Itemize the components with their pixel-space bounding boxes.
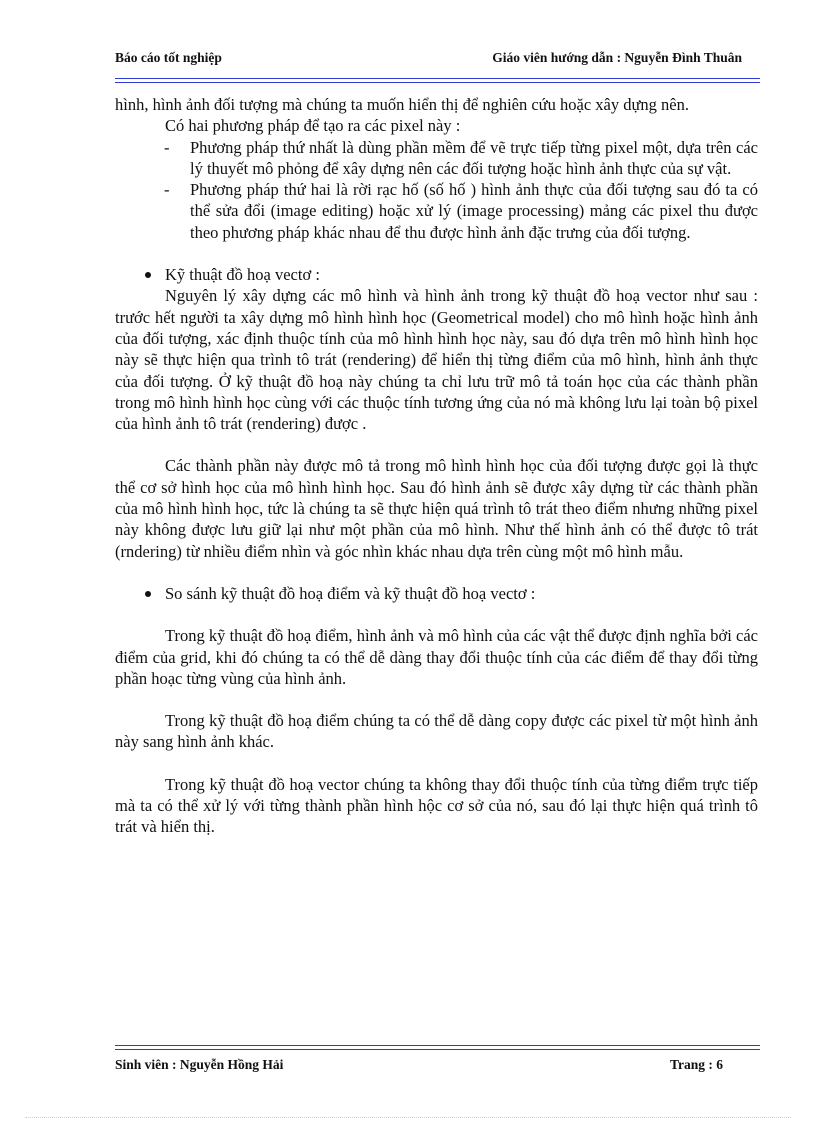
page-number: Trang : 6 bbox=[670, 1057, 723, 1072]
bullet-icon bbox=[145, 272, 151, 278]
methods-list bbox=[115, 137, 758, 243]
vector-paragraph-2: Các thành phần này được mô tả trong mô hình hình học của đối tượng được gọi là thực thể cơ sở hình học của mô hình hình học. Sau đó hình ảnh sẽ được xây dựng từ các thành phần của mô hình hình học, tức là chúng ta sẽ thực hiện quá trình tô trát theo điểm nhưng những pixel này không được lưu giữ lại như một phần của mô hình. Như thế hình ảnh có thể được tô trát (rndering) từ nhiều điểm nhìn và góc nhìn khác nhau dựa trên cùng một mô hình mẫu. bbox=[115, 456, 758, 561]
method-text: Phương pháp thứ nhất là dùng phần mềm để vẽ trực tiếp từng pixel một, dựa trên các lý thuyết mô phỏng để xây dựng nên các đối tượng hoặc hình ảnh thực của sự vật. bbox=[190, 137, 758, 178]
compare-paragraph-1: Trong kỹ thuật đồ hoạ điểm, hình ảnh và mô hình của các vật thể được định nghĩa bởi các điểm của grid, khi đó chúng ta có thể dễ dàng thay đổi thuộc tính của các điểm để thay đổi từng phần hoạc từng vùng của hình ảnh. bbox=[115, 626, 758, 688]
methods-lead: Có hai phương pháp để tạo ra các pixel này : bbox=[165, 116, 461, 136]
method-text: Phương pháp thứ hai là rời rạc hố (số hố ) hình ảnh thực của đối tượng sau đó ta có thể sửa đổi (image editing) hoặc xử lý (image processing) mảng các pixel thu được theo phương pháp khác nhau để thu được hình ảnh đặc trưng của đối tượng. bbox=[190, 180, 758, 242]
list-item: - Phương pháp thứ hai là rời rạc hố (số hố ) hình ảnh thực của đối tượng sau đó ta có thể sửa đổi (image editing) hoặc xử lý (image processing) mảng các pixel thu được theo phương pháp khác nhau để thu được hình ảnh đặc trưng của đối tượng. bbox=[164, 180, 758, 242]
compare-heading bbox=[115, 583, 758, 604]
page-edge-dots bbox=[25, 1117, 791, 1118]
supervisor-label: Giáo viên hướng dẫn : Nguyễn Đình Thuân bbox=[492, 50, 742, 65]
compare-paragraph-3: Trong kỹ thuật đồ hoạ vector chúng ta không thay đổi thuộc tính của từng điểm trực tiếp mà ta có thể xử lý với từng thành phần hình hộc cơ sở của nó, sau đó lại thực hiện quá trình tô trát và hiển thị. bbox=[115, 774, 758, 837]
section-heading: Kỹ thuật đồ hoạ vectơ : bbox=[165, 265, 320, 285]
vector-paragraph-1: Nguyên lý xây dựng các mô hình và hình ảnh trong kỹ thuật đồ hoạ vector như sau : trước hết người ta xây dựng mô hình hình học (Geometrical model) cho mô hình hoặc hình ảnh của đối tượng, xác định thuộc tính của mô hình hình học này, sau đó dựa trên mô hình hình học này sẽ thực hiện qua trình tô trát (rendering) để hiển thị từng điểm của mô hình, hình ảnh thực của đối tượng. Ở kỹ thuật đồ hoạ này chúng ta chỉ lưu trữ mô tả toán học của các thành phần trong mô hình hình học cùng với các thuộc tính tương ứng của nó mà không lưu lại toàn bộ pixel của hình ảnh tô trát (rendering) được . bbox=[115, 286, 758, 434]
intro-paragraph: hình, hình ảnh đối tượng mà chúng ta muốn hiển thị để nghiên cứu hoặc xây dựng nên. bbox=[115, 95, 689, 114]
page-body bbox=[115, 94, 758, 838]
student-label: Sinh viên : Nguyễn Hồng Hải bbox=[115, 1057, 284, 1072]
report-title: Báo cáo tốt nghiệp bbox=[115, 50, 222, 65]
header-double-rule bbox=[115, 78, 760, 83]
section-heading: So sánh kỹ thuật đồ hoạ điểm và kỹ thuật đồ hoạ vectơ : bbox=[165, 583, 536, 603]
list-item: - Phương pháp thứ nhất là dùng phần mềm để vẽ trực tiếp từng pixel một, dựa trên các lý thuyết mô phỏng để xây dựng nên các đối tượng hoặc hình ảnh thực của sự vật. bbox=[164, 137, 758, 178]
bullet-icon bbox=[145, 591, 151, 597]
footer-double-rule bbox=[115, 1045, 760, 1050]
compare-paragraph-2: Trong kỹ thuật đồ hoạ điểm chúng ta có thể dễ dàng copy được các pixel từ một hình ảnh này sang hình ảnh khác. bbox=[115, 711, 758, 752]
vector-heading bbox=[115, 264, 758, 285]
